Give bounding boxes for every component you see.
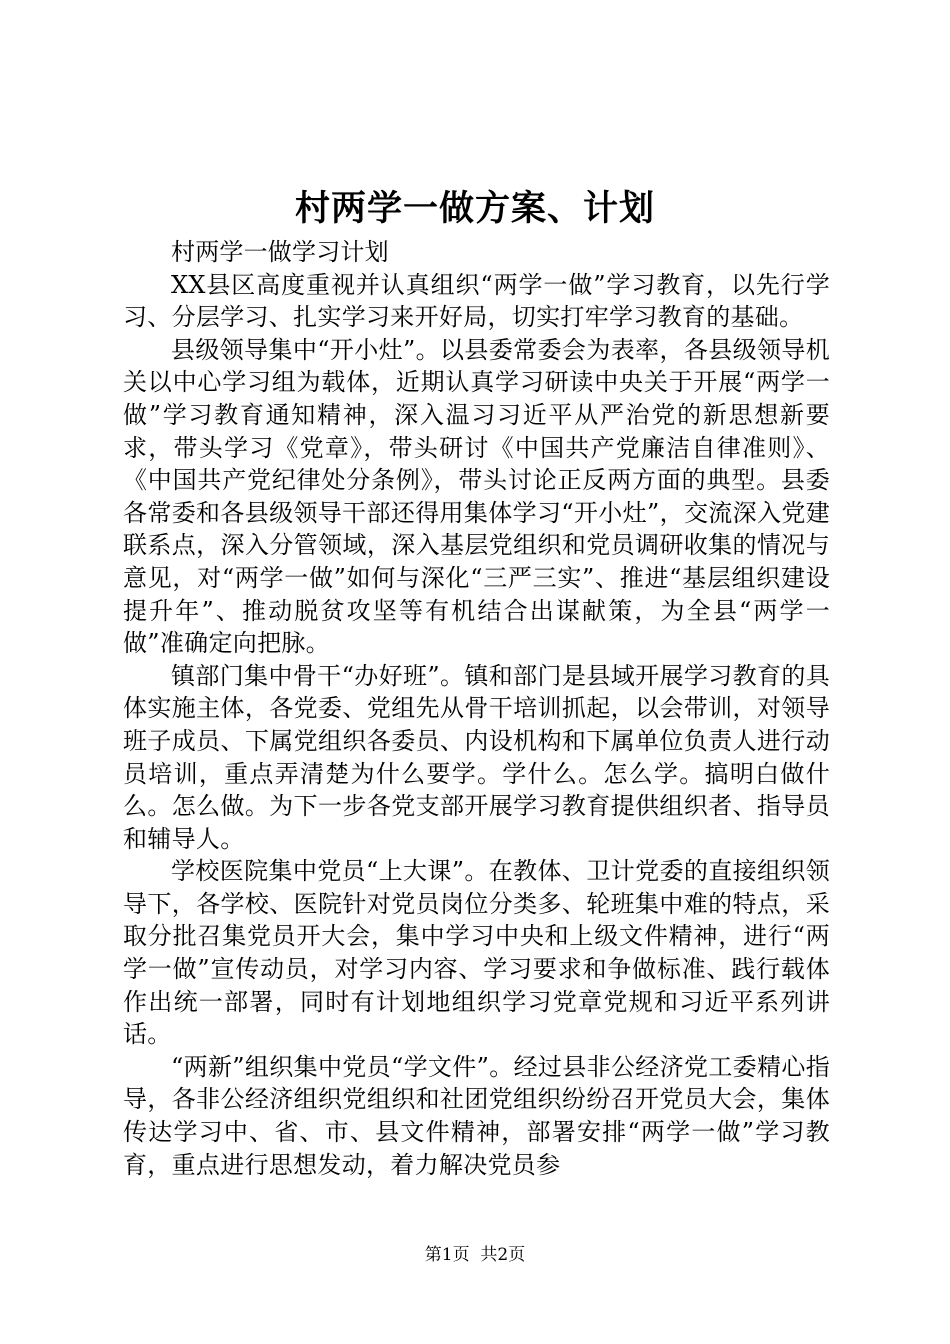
paragraph: 镇部门集中骨干“办好班”。镇和部门是县域开展学习教育的具体实施主体，各党委、党组先从骨干培训抓起，以会带训，对领导班子成员、下属党组织各委员、内设机构和下属单位负责人进行动员培训，重点弄清楚为什么要学。学什么。怎么学。搞明白做什么。怎么做。为下一步各党支部开展学习教育提供组织者、指导员和辅导人。 [123,661,830,853]
page-total: 共2页 [480,1245,526,1265]
document-title: 村两学一做方案、计划 [294,188,655,229]
paragraph: 学校医院集中党员“上大课”。在教体、卫计党委的直接组织领导下，各学校、医院针对党员岗位分类多、轮班集中难的特点，采取分批召集党员开大会，集中学习中央和上级文件精神，进行“两学一做”宣传动员，对学习内容、学习要求和争做标准、践行载体作出统一部署，同时有计划地组织学习党章党规和习近平系列讲话。 [123,857,830,1049]
document-body [123,236,830,1181]
paragraph-subtitle: 村两学一做学习计划 [171,238,389,266]
paragraph: “两新”组织集中党员“学文件”。经过县非公经济党工委精心指导，各非公经济组织党组织和社团党组织纷纷召开党员大会，集体传达学习中、省、市、县文件精神，部署安排“两学一做”学习教育，重点进行思想发动，着力解决党员参 [123,1052,830,1179]
page-footer [0,1243,950,1267]
paragraph: XX县区高度重视并认真组织“两学一做”学习教育，以先行学习、分层学习、扎实学习来开好局，切实打牢学习教育的基础。 [123,270,830,332]
page-number: 第1页 [424,1245,470,1265]
paragraph: 县级领导集中“开小灶”。以县委常委会为表率，各县级领导机关以中心学习组为载体，近期认真学习研读中央关于开展“两学一做”学习教育通知精神，深入温习习近平从严治党的新思想新要求，带头学习《党章》，带头研讨《中国共产党廉洁自律准则》、《中国共产党纪律处分条例》，带头讨论正反两方面的典型。县委各常委和各县级领导干部还得用集体学习“开小灶”，交流深入党建联系点，深入分管领域，深入基层党组织和党员调研收集的情况与意见，对“两学一做”如何与深化“三严三实”、推进“基层组织建设提升年”、推动脱贫攻坚等有机结合出谋献策，为全县“两学一做”准确定向把脉。 [123,335,830,658]
